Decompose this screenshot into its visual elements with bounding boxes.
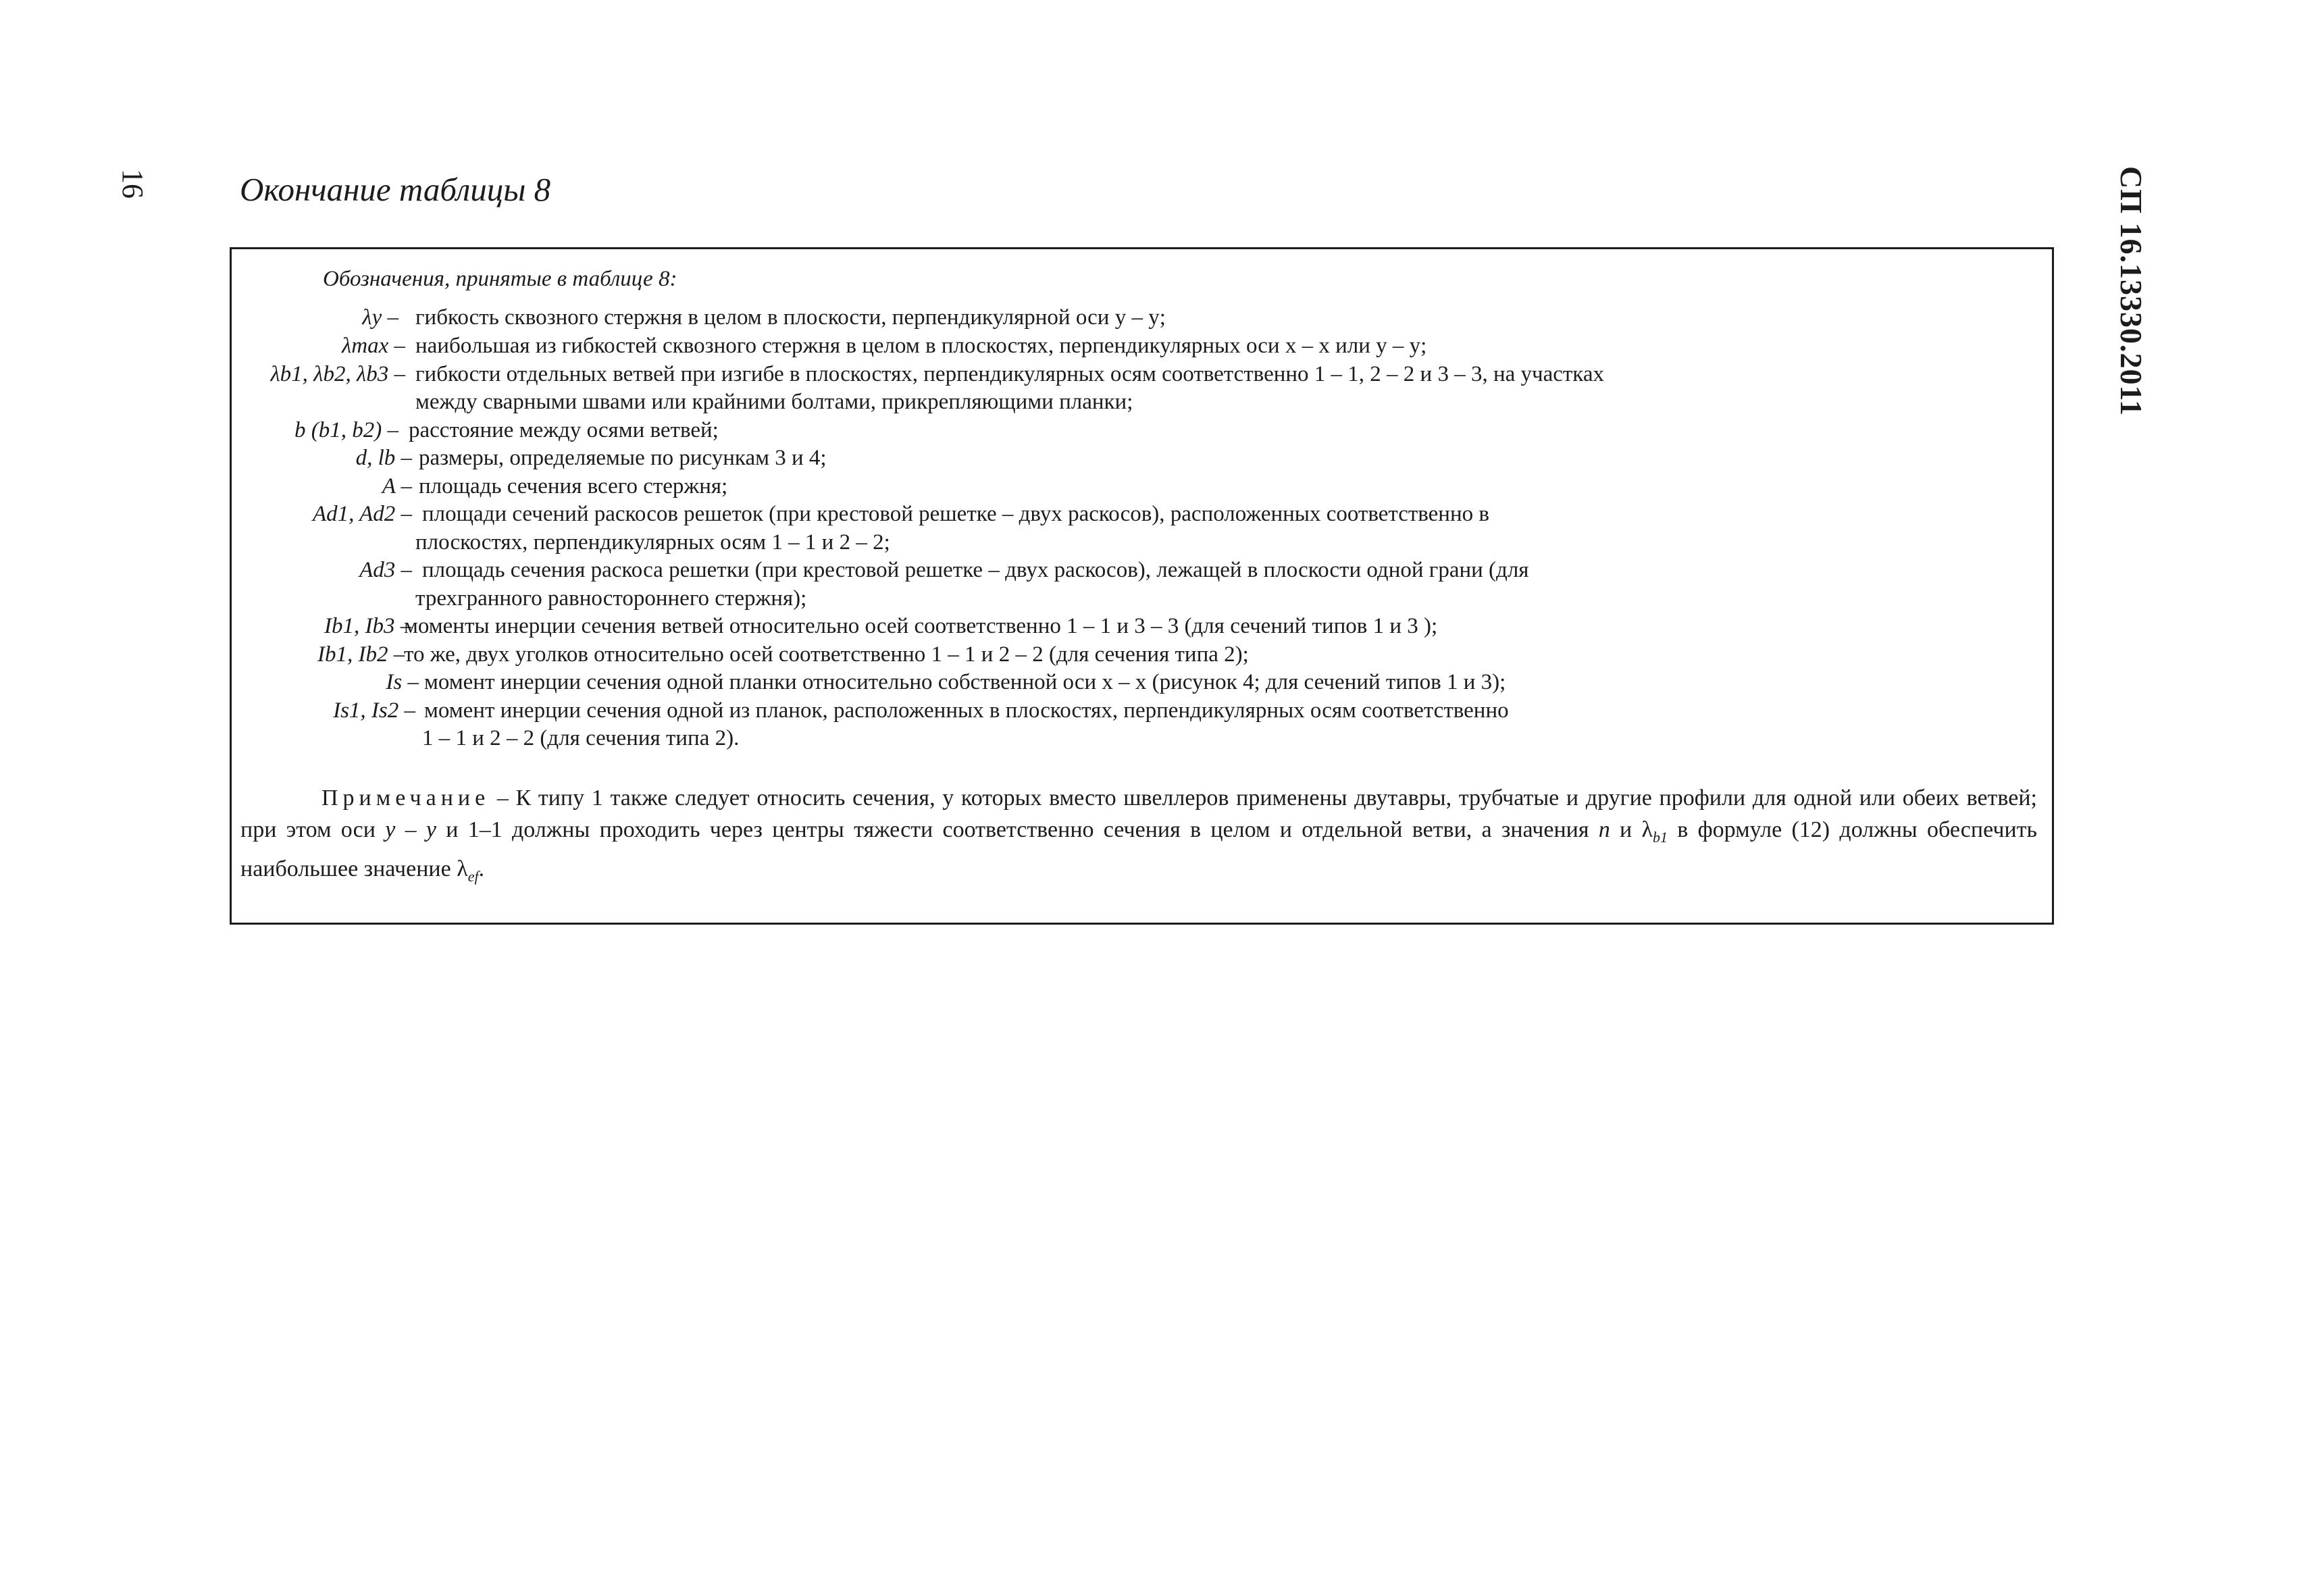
legend-symbol: Is1, Is2 – xyxy=(333,698,415,723)
legend-symbol: Ib1, Ib3 – xyxy=(324,614,412,638)
legend-description: моменты инерции сечения ветвей относительно осей соответственно 1 – 1 и 3 – 3 (для сечений типов 1 и 3 ); xyxy=(404,614,1438,638)
legend-symbol: λmax – xyxy=(341,334,405,358)
legend-description: площади сечений раскосов решеток (при крестовой решетке – двух раскосов), расположенных соответственно в xyxy=(422,502,1489,526)
legend-description: между сварными швами или крайними болтами, прикрепляющими планки; xyxy=(415,390,1133,414)
note-subscript: b1 xyxy=(1653,828,1668,846)
note-text: . xyxy=(478,856,485,881)
legend-symbol: λy – xyxy=(362,305,398,330)
legend-heading: Обозначения, принятые в таблице 8: xyxy=(323,267,677,291)
note-label: Примечание xyxy=(322,786,490,810)
legend-description: то же, двух уголков относительно осей соответственно 1 – 1 и 2 – 2 (для сечения типа 2); xyxy=(404,642,1249,667)
note-text: и 1–1 должны проходить через центры тяжести соответственно сечения в целом и отдельной ветви, а значения xyxy=(436,817,1599,842)
legend-symbol: b (b1, b2) – xyxy=(294,418,398,442)
legend-description: размеры, определяемые по рисункам 3 и 4; xyxy=(419,446,827,470)
page-number: 16 xyxy=(116,169,149,199)
legend-symbol: Ib1, Ib2 – xyxy=(317,642,405,667)
document-code: СП 16.13330.2011 xyxy=(2114,166,2149,416)
legend-symbol: Is – xyxy=(386,670,419,694)
note-text: в формуле (12) должны обеспечить наибольшее значение xyxy=(240,817,2037,881)
legend-description: гибкости отдельных ветвей при изгибе в плоскостях, перпендикулярных осям соответственно 1 – 1, 2 – 2 и 3 – 3, на участках xyxy=(415,362,1604,386)
legend-description: гибкость сквозного стержня в целом в плоскости, перпендикулярной оси y – y; xyxy=(415,305,1166,330)
legend-symbol: λb1, λb2, λb3 – xyxy=(270,362,405,386)
legend-description: 1 – 1 и 2 – 2 (для сечения типа 2). xyxy=(422,726,740,750)
legend-description: расстояние между осями ветвей; xyxy=(409,418,719,442)
note-subscript: ef xyxy=(467,867,479,885)
note-variable: λ xyxy=(457,856,468,881)
note-text: К типу 1 также следует относить сечения, у которых вместо швеллеров применены двутавры, трубчатые и другие профили для одной или обеих ветвей; при этом оси xyxy=(240,786,2037,842)
legend-description: наибольшая из гибкостей сквозного стержня в целом в плоскостях, перпендикулярных оси x – x или y – y; xyxy=(415,334,1427,358)
legend-description: плоскостях, перпендикулярных осям 1 – 1 и 2 – 2; xyxy=(415,530,890,555)
note-variable: n xyxy=(1598,817,1610,842)
legend-description: момент инерции сечения одной из планок, расположенных в плоскостях, перпендикулярных осям соответственно xyxy=(424,698,1509,723)
legend-description: момент инерции сечения одной планки относительно собственной оси x – x (рисунок 4; для сечений типов 1 и 3); xyxy=(424,670,1506,694)
legend-description: площадь сечения раскоса решетки (при крестовой решетке – двух раскосов), лежащей в плоскости одной грани (для xyxy=(422,558,1529,582)
note-axis: y – y xyxy=(385,817,436,842)
note-text: и xyxy=(1610,817,1642,842)
legend-symbol: Ad1, Ad2 – xyxy=(313,502,412,526)
legend-symbol: d, lb – xyxy=(355,446,412,470)
legend-description: площадь сечения всего стержня; xyxy=(419,474,728,498)
note-variable: λ xyxy=(1641,817,1653,842)
legend-description: трехгранного равностороннего стержня); xyxy=(415,586,807,611)
legend-symbol: Ad3 – xyxy=(359,558,412,582)
table-note xyxy=(240,782,2037,892)
table-caption: Окончание таблицы 8 xyxy=(240,171,551,208)
note-dash: – xyxy=(496,786,509,810)
legend-symbol: A – xyxy=(382,474,412,498)
